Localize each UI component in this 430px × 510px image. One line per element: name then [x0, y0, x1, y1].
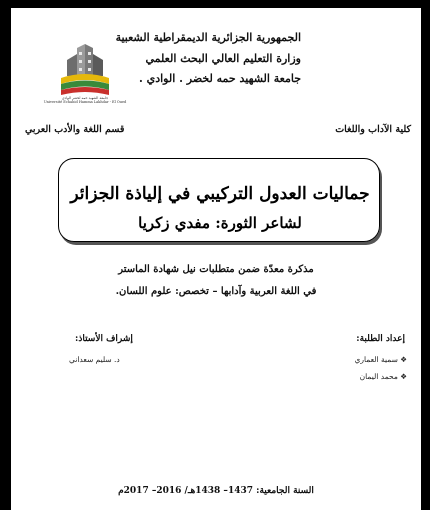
thesis-description-line1: مذكرة معدّة ضمن متطلبات نيل شهادة الماستر [118, 264, 314, 275]
logo-caption: جامعة الشهيد حمه لخضر الوادي Université Echahid Hamma Lakhdar - El Oued [43, 96, 127, 104]
university-name: جامعة الشهيد حمه لخضر . الوادي . [138, 72, 301, 85]
bullet-icon: ❖ [397, 355, 407, 364]
supervisor-label: إشراف الأستاذ: [75, 334, 133, 344]
supervisor-name: د. سليم سعداني [69, 355, 120, 364]
thesis-title-line2: لشاعر الثورة: مفدي زكريا [138, 214, 302, 232]
bullet-icon: ❖ [397, 372, 407, 381]
student-name: ❖ محمد اليمان [359, 372, 407, 381]
faculty-name: كلية الآداب واللغات [335, 124, 411, 135]
academic-year: السنة الجامعية: 1437– 1438هـ/ 2016– 2017م [118, 486, 314, 496]
document-page [11, 8, 421, 510]
student-name: ❖ سمية العماري [354, 355, 407, 364]
students-label: إعداد الطلبة: [356, 334, 405, 344]
department-name: قسم اللغة والأدب العربي [25, 124, 125, 135]
thesis-title-line1: جماليات العدول التركيبي في إلياذة الجزائر [70, 184, 370, 204]
thesis-title-box [58, 158, 380, 242]
ministry-name: وزارة التعليم العالي البحث العلمي [145, 52, 301, 65]
university-logo [61, 40, 109, 100]
thesis-description-line2: في اللغة العربية وآدابها – تخصص: علوم اللسان. [115, 286, 317, 297]
republic-name: الجمهورية الجزائرية الديمقراطية الشعبية [115, 31, 301, 44]
